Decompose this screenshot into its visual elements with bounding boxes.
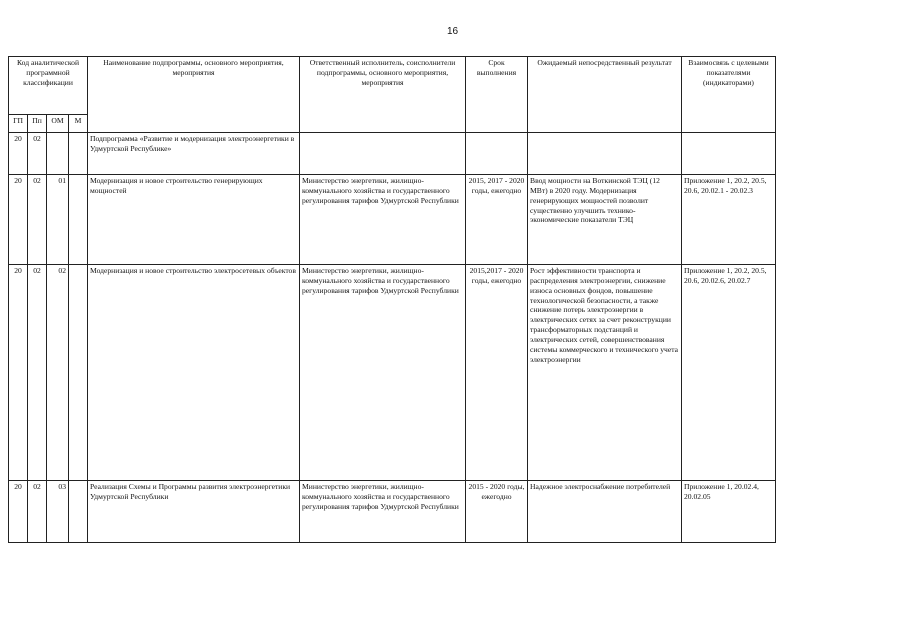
header-code-om: ОМ [47,115,69,133]
cell-term: 2015, 2017 - 2020 годы, ежегодно [466,175,528,265]
header-result: Ожидаемый непосредственный результат [528,57,682,133]
cell-gp: 20 [9,175,28,265]
table-row [9,265,776,481]
cell-pp: 02 [28,133,47,175]
cell-link [682,133,776,175]
cell-m [69,175,88,265]
cell-gp: 20 [9,481,28,543]
header-name: Наименование подпрограммы, основного мероприятия, мероприятия [88,57,300,133]
header-code-group: Код аналитической программной классификации [9,57,88,115]
cell-m [69,481,88,543]
cell-name: Подпрограмма «Развитие и модернизация электроэнергетики в Удмуртской Республике» [88,133,300,175]
cell-term: 2015 - 2020 годы, ежегодно [466,481,528,543]
cell-link: Приложение 1, 20.2, 20.5, 20.6, 20.02.1 - 20.02.3 [682,175,776,265]
header-code-pp: Пп [28,115,47,133]
header-code-m: М [69,115,88,133]
table-row [9,481,776,543]
cell-gp: 20 [9,133,28,175]
cell-om [47,133,69,175]
cell-term: 2015,2017 - 2020 годы, ежегодно [466,265,528,481]
cell-result: Рост эффективности транспорта и распределения электроэнергии, снижение износа основных фондов, повышение технологической безопасности, а также снижение потерь электроэнергии в электрических сетях за счет реконструкции трансформаторных подстанций и электрических сетей, совершенствования системы коммерческого и технического учета электроэнергии [528,265,682,481]
cell-result [528,133,682,175]
cell-name: Реализация Схемы и Программы развития электроэнергетики Удмуртской Республики [88,481,300,543]
cell-result: Надежное электроснабжение потребителей [528,481,682,543]
cell-m [69,133,88,175]
cell-term [466,133,528,175]
cell-pp: 02 [28,481,47,543]
cell-om: 03 [47,481,69,543]
page-number: 16 [446,26,459,37]
cell-pp: 02 [28,265,47,481]
measures-table [8,56,776,543]
header-code-gp: ГП [9,115,28,133]
header-row [9,57,776,115]
cell-gp: 20 [9,265,28,481]
cell-pp: 02 [28,175,47,265]
header-link: Взаимосвязь с целевыми показателями (индикаторами) [682,57,776,133]
cell-result: Ввод мощности на Воткинской ТЭЦ (12 МВт) в 2020 году. Модернизация генерирующих мощностей позволит существенно улучшить технико-экономические показатели ТЭЦ [528,175,682,265]
cell-name: Модернизация и новое строительство электросетевых объектов [88,265,300,481]
header-term: Срок выполнения [466,57,528,133]
cell-om: 02 [47,265,69,481]
cell-responsible: Министерство энергетики, жилищно-коммунального хозяйства и государственного регулирования тарифов Удмуртской Республики [300,265,466,481]
cell-responsible: Министерство энергетики, жилищно-коммунального хозяйства и государственного регулирования тарифов Удмуртской Республики [300,481,466,543]
cell-link: Приложение 1, 20.2, 20.5, 20.6, 20.02.6, 20.02.7 [682,265,776,481]
cell-om: 01 [47,175,69,265]
cell-responsible: Министерство энергетики, жилищно-коммунального хозяйства и государственного регулирования тарифов Удмуртской Республики [300,175,466,265]
table-row [9,133,776,175]
cell-link: Приложение 1, 20.02.4, 20.02.05 [682,481,776,543]
cell-responsible [300,133,466,175]
cell-name: Модернизация и новое строительство генерирующих мощностей [88,175,300,265]
cell-m [69,265,88,481]
header-responsible: Ответственный исполнитель, соисполнители подпрограммы, основного мероприятия, мероприятия [300,57,466,133]
table-row [9,175,776,265]
